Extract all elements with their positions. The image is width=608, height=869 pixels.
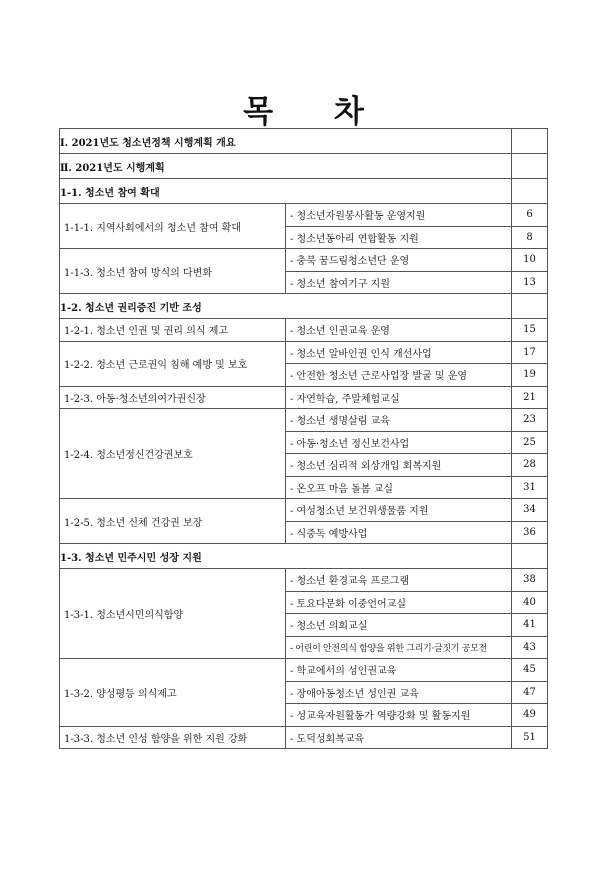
toc-item-page: 8 (512, 226, 548, 249)
toc-item-text: - 어린이 안전의식 함양을 위한 그리기·글짓기 공모전 (286, 636, 512, 659)
toc-item-page: 28 (512, 454, 548, 477)
toc-item-text: - 자연학습, 주말체험교실 (286, 386, 512, 409)
toc-item-page: 36 (512, 521, 548, 544)
page-title: 목 차 (243, 94, 365, 130)
toc-item-row (60, 569, 548, 592)
group-label: 1-1-1. 지역사회에서의 청소년 참여 확대 (60, 204, 286, 249)
toc-item-text: - 안전한 청소년 근로사업장 발굴 및 운영 (286, 364, 512, 387)
toc-item-page: 43 (512, 636, 548, 659)
toc-item-text: - 청소년동아리 연합활동 지원 (286, 226, 512, 249)
toc-item-page: 34 (512, 499, 548, 522)
toc-item-page: 40 (512, 591, 548, 614)
toc-item-text: - 청소년자원봉사활동 운영지원 (286, 204, 512, 227)
toc-item-text: - 도덕성회복교육 (286, 726, 512, 749)
toc-item-row (60, 499, 548, 522)
toc-item-text: - 청소년 생명살림 교육 (286, 409, 512, 432)
toc-item-page: 13 (512, 271, 548, 294)
group-label: 1-2-4. 청소년정신건강권보호 (60, 409, 286, 499)
section-row (60, 544, 548, 569)
group-label: 1-1-3. 청소년 참여 방식의 다변화 (60, 249, 286, 294)
toc-item-page: 47 (512, 681, 548, 704)
toc-table (59, 128, 548, 749)
section-page (512, 294, 548, 319)
group-label: 1-2-3. 아동·청소년의여가권신장 (60, 386, 286, 409)
toc-item-page: 23 (512, 409, 548, 432)
part-row (60, 129, 548, 154)
toc-item-page: 10 (512, 249, 548, 272)
part-page (512, 154, 548, 179)
toc-item-page: 45 (512, 659, 548, 682)
toc-item-text: - 충북 꿈드림청소년단 운영 (286, 249, 512, 272)
part-page (512, 129, 548, 154)
toc-item-text: - 식중독 예방사업 (286, 521, 512, 544)
toc-item-page: 49 (512, 704, 548, 727)
part-label: Ⅰ. 2021년도 청소년정책 시행계획 개요 (60, 129, 512, 154)
toc-item-text: - 청소년 인권교육 운영 (286, 319, 512, 342)
toc-item-text: - 학교에서의 성인권교육 (286, 659, 512, 682)
toc-item-row (60, 409, 548, 432)
toc-item-text: - 청소년 알바인권 인식 개선사업 (286, 341, 512, 364)
toc-item-text: - 성교육자원활동가 역량강화 및 활동지원 (286, 704, 512, 727)
section-row (60, 294, 548, 319)
toc-item-row (60, 249, 548, 272)
toc-item-text: - 온오프 마음 돌봄 교실 (286, 476, 512, 499)
toc-item-row (60, 386, 548, 409)
toc-item-row (60, 319, 548, 342)
toc-item-text: - 토요다문화 이중언어교실 (286, 591, 512, 614)
section-label: 1-1. 청소년 참여 확대 (60, 179, 512, 204)
toc-item-text: - 청소년 의회교실 (286, 614, 512, 637)
toc-item-page: 38 (512, 569, 548, 592)
group-label: 1-3-3. 청소년 인성 함양을 위한 지원 강화 (60, 726, 286, 749)
toc-item-page: 6 (512, 204, 548, 227)
toc-item-page: 21 (512, 386, 548, 409)
group-label: 1-2-1. 청소년 인권 및 권리 의식 제고 (60, 319, 286, 342)
toc-item-text: - 청소년 참여기구 지원 (286, 271, 512, 294)
section-page (512, 179, 548, 204)
section-label: 1-2. 청소년 권리증진 기반 조성 (60, 294, 512, 319)
toc-item-text: - 여성청소년 보건위생물품 지원 (286, 499, 512, 522)
toc-item-page: 15 (512, 319, 548, 342)
group-label: 1-2-5. 청소년 신체 건강권 보장 (60, 499, 286, 544)
part-label: Ⅱ. 2021년도 시행계획 (60, 154, 512, 179)
group-label: 1-3-1. 청소년시민의식함양 (60, 569, 286, 659)
section-page (512, 544, 548, 569)
toc-item-page: 17 (512, 341, 548, 364)
toc-item-text: - 청소년 심리적 외상개입 회복지원 (286, 454, 512, 477)
toc-item-row (60, 726, 548, 749)
group-label: 1-3-2. 양성평등 의식제고 (60, 659, 286, 727)
toc-item-row (60, 659, 548, 682)
toc-item-text: - 아동·청소년 정신보건사업 (286, 431, 512, 454)
part-row (60, 154, 548, 179)
section-label: 1-3. 청소년 민주시민 성장 지원 (60, 544, 512, 569)
toc-item-page: 19 (512, 364, 548, 387)
toc-item-text: - 청소년 환경교육 프로그램 (286, 569, 512, 592)
group-label: 1-2-2. 청소년 근로권익 침해 예방 및 보호 (60, 341, 286, 386)
toc-item-row (60, 204, 548, 227)
section-row (60, 179, 548, 204)
toc-item-text: - 장애아동청소년 성인권 교육 (286, 681, 512, 704)
toc-item-page: 25 (512, 431, 548, 454)
toc-item-row (60, 341, 548, 364)
toc-item-page: 51 (512, 726, 548, 749)
toc-item-page: 41 (512, 614, 548, 637)
toc-item-page: 31 (512, 476, 548, 499)
